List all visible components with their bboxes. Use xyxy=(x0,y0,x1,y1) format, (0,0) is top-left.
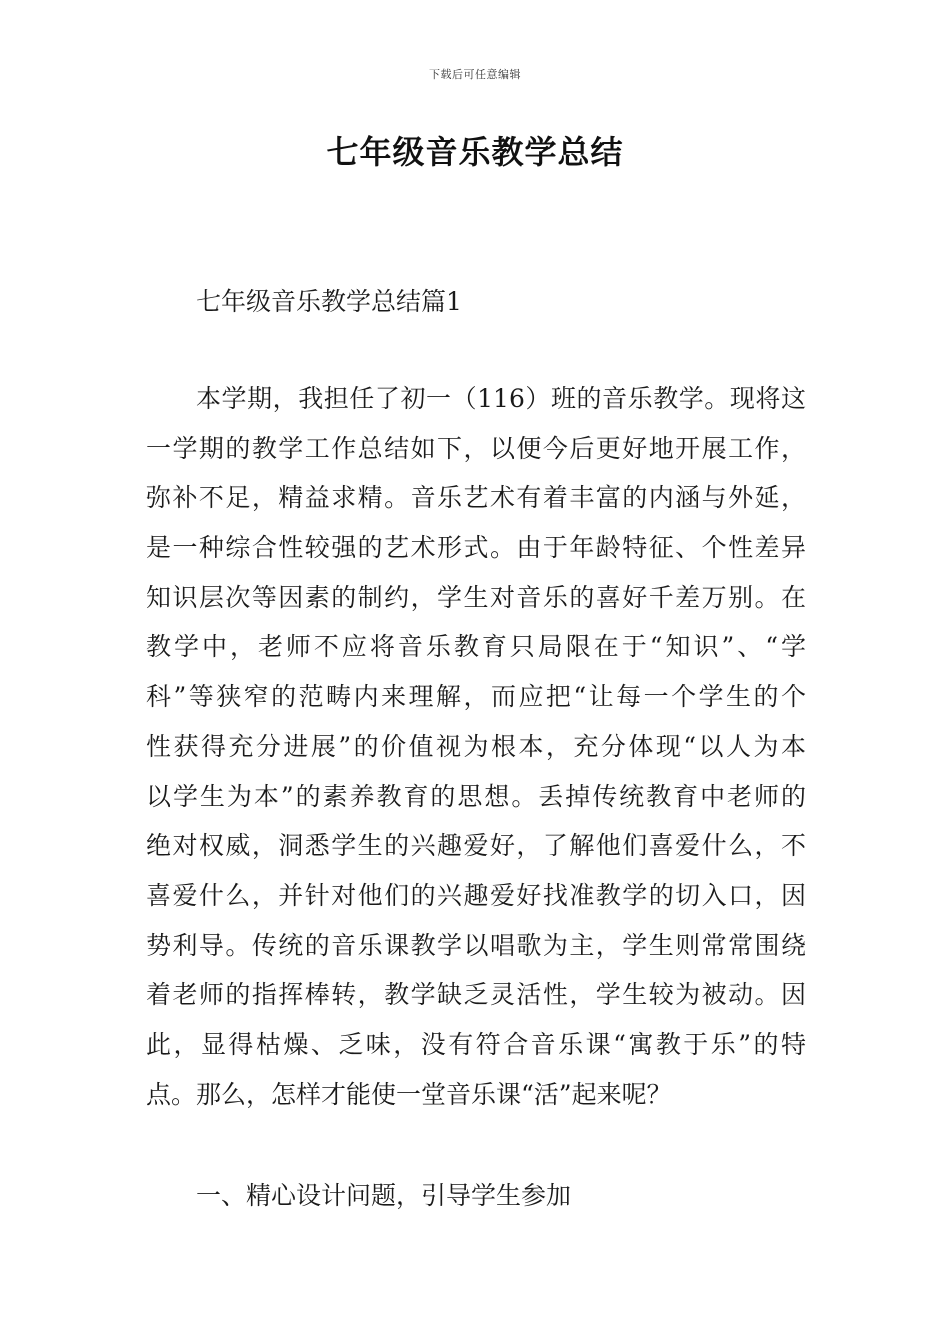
paragraph-line: 是一种综合性较强的艺术形式。由于年龄特征、个性差异 xyxy=(146,533,806,563)
sub-heading: 一、精心设计问题，引导学生参加 xyxy=(196,1181,572,1210)
paragraph-line: 绝对权威，洞悉学生的兴趣爱好，了解他们喜爱什么，不 xyxy=(146,831,806,861)
paragraph-line: 此，显得枯燥、乏味，没有符合音乐课“寓教于乐”的特 xyxy=(146,1029,806,1059)
paragraph-line: 喜爱什么，并针对他们的兴趣爱好找准教学的切入口，因 xyxy=(146,880,806,910)
paragraph-line: 以学生为本”的素养教育的思想。丢掉传统教育中老师的 xyxy=(146,781,806,811)
section-heading: 七年级音乐教学总结篇1 xyxy=(196,287,462,316)
paragraph-line: 知识层次等因素的制约，学生对音乐的喜好千差万别。在 xyxy=(146,582,806,612)
paragraph-line: 势利导。传统的音乐课教学以唱歌为主，学生则常常围绕 xyxy=(146,930,806,960)
paragraph-line: 弥补不足，精益求精。音乐艺术有着丰富的内涵与外延， xyxy=(146,483,806,513)
document-title: 七年级音乐教学总结 xyxy=(326,133,624,171)
paragraph-line: 性获得充分进展”的价值视为根本，充分体现“以人为本 xyxy=(146,731,806,761)
paragraph-line: 着老师的指挥棒转，教学缺乏灵活性，学生较为被动。因 xyxy=(146,980,806,1010)
paragraph-line: 教学中，老师不应将音乐教育只局限在于“知识”、“学 xyxy=(146,632,806,662)
paragraph-line: 本学期，我担任了初一（116）班的音乐教学。现将这 xyxy=(196,384,806,413)
paragraph-line: 一学期的教学工作总结如下，以便今后更好地开展工作， xyxy=(146,433,806,463)
header-note: 下载后可任意编辑 xyxy=(429,68,521,81)
body-paragraph xyxy=(146,374,806,1119)
paragraph-line: 点。那么，怎样才能使一堂音乐课“活”起来呢？ xyxy=(146,1079,672,1109)
paragraph-line: 科”等狭窄的范畴内来理解，而应把“让每一个学生的个 xyxy=(146,682,806,712)
